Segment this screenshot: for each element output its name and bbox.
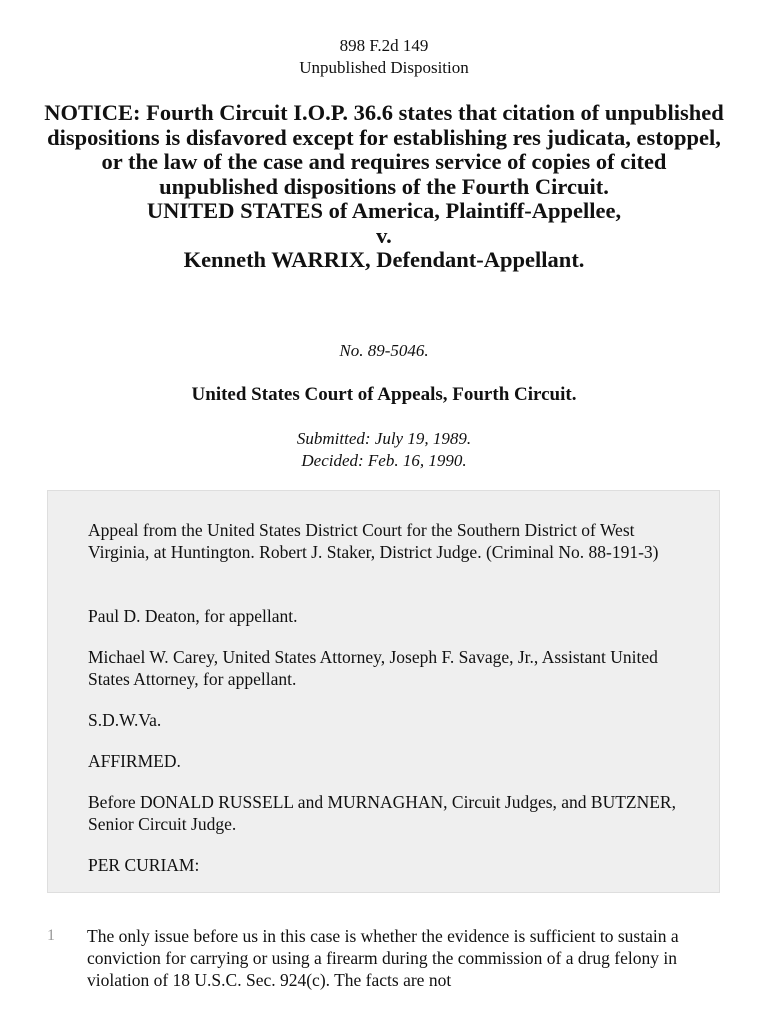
defendant-party: Kenneth WARRIX, Defendant-Appellant.	[183, 247, 585, 272]
per-curiam-label: PER CURIAM:	[88, 855, 200, 875]
judicial-panel: Before DONALD RUSSELL and MURNAGHAN, Circuit Judges, and BUTZNER, Senior Circuit Judge.	[88, 792, 676, 834]
district-label: S.D.W.Va.	[88, 710, 162, 730]
disposition-label: Unpublished Disposition	[299, 58, 469, 77]
notice-text: NOTICE: Fourth Circuit I.O.P. 36.6 states that citation of unpublished dispositions is disfavored except for establishing res judicata, estoppel, or the law of the case and requires service of copies of cited unpublished dispositions of the Fourth Circuit.	[44, 100, 724, 199]
appeal-info: Appeal from the United States District Court for the Southern District of West Virginia, at Huntington. Robert J. Staker, District Judge. (Criminal No. 88-191-3)	[88, 520, 659, 562]
disposition-result: AFFIRMED.	[88, 751, 181, 771]
case-summary-box	[47, 490, 720, 893]
paragraph-number: 1	[47, 927, 55, 944]
court-name: United States Court of Appeals, Fourth Circuit.	[191, 384, 577, 405]
appellee-counsel: Michael W. Carey, United States Attorney, Joseph F. Savage, Jr., Assistant United States Attorney, for appellant.	[88, 647, 658, 689]
case-title-block	[40, 101, 728, 273]
decided-date: Decided: Feb. 16, 1990.	[301, 451, 467, 470]
plaintiff-party: UNITED STATES of America, Plaintiff-Appellee,	[146, 198, 622, 223]
case-dates	[0, 428, 768, 472]
case-citation: 898 F.2d 149	[339, 36, 429, 55]
appellant-counsel: Paul D. Deaton, for appellant.	[88, 606, 298, 626]
submitted-date: Submitted: July 19, 1989.	[296, 429, 472, 448]
case-header	[0, 35, 768, 79]
paragraph-text: The only issue before us in this case is whether the evidence is sufficient to sustain a conviction for carrying or using a firearm during the commission of a drug felony in violation of 18 U.S.C. Sec. 924(c). The facts are not	[87, 926, 679, 990]
versus-label: v.	[376, 222, 392, 248]
docket-number: No. 89-5046.	[339, 341, 429, 360]
